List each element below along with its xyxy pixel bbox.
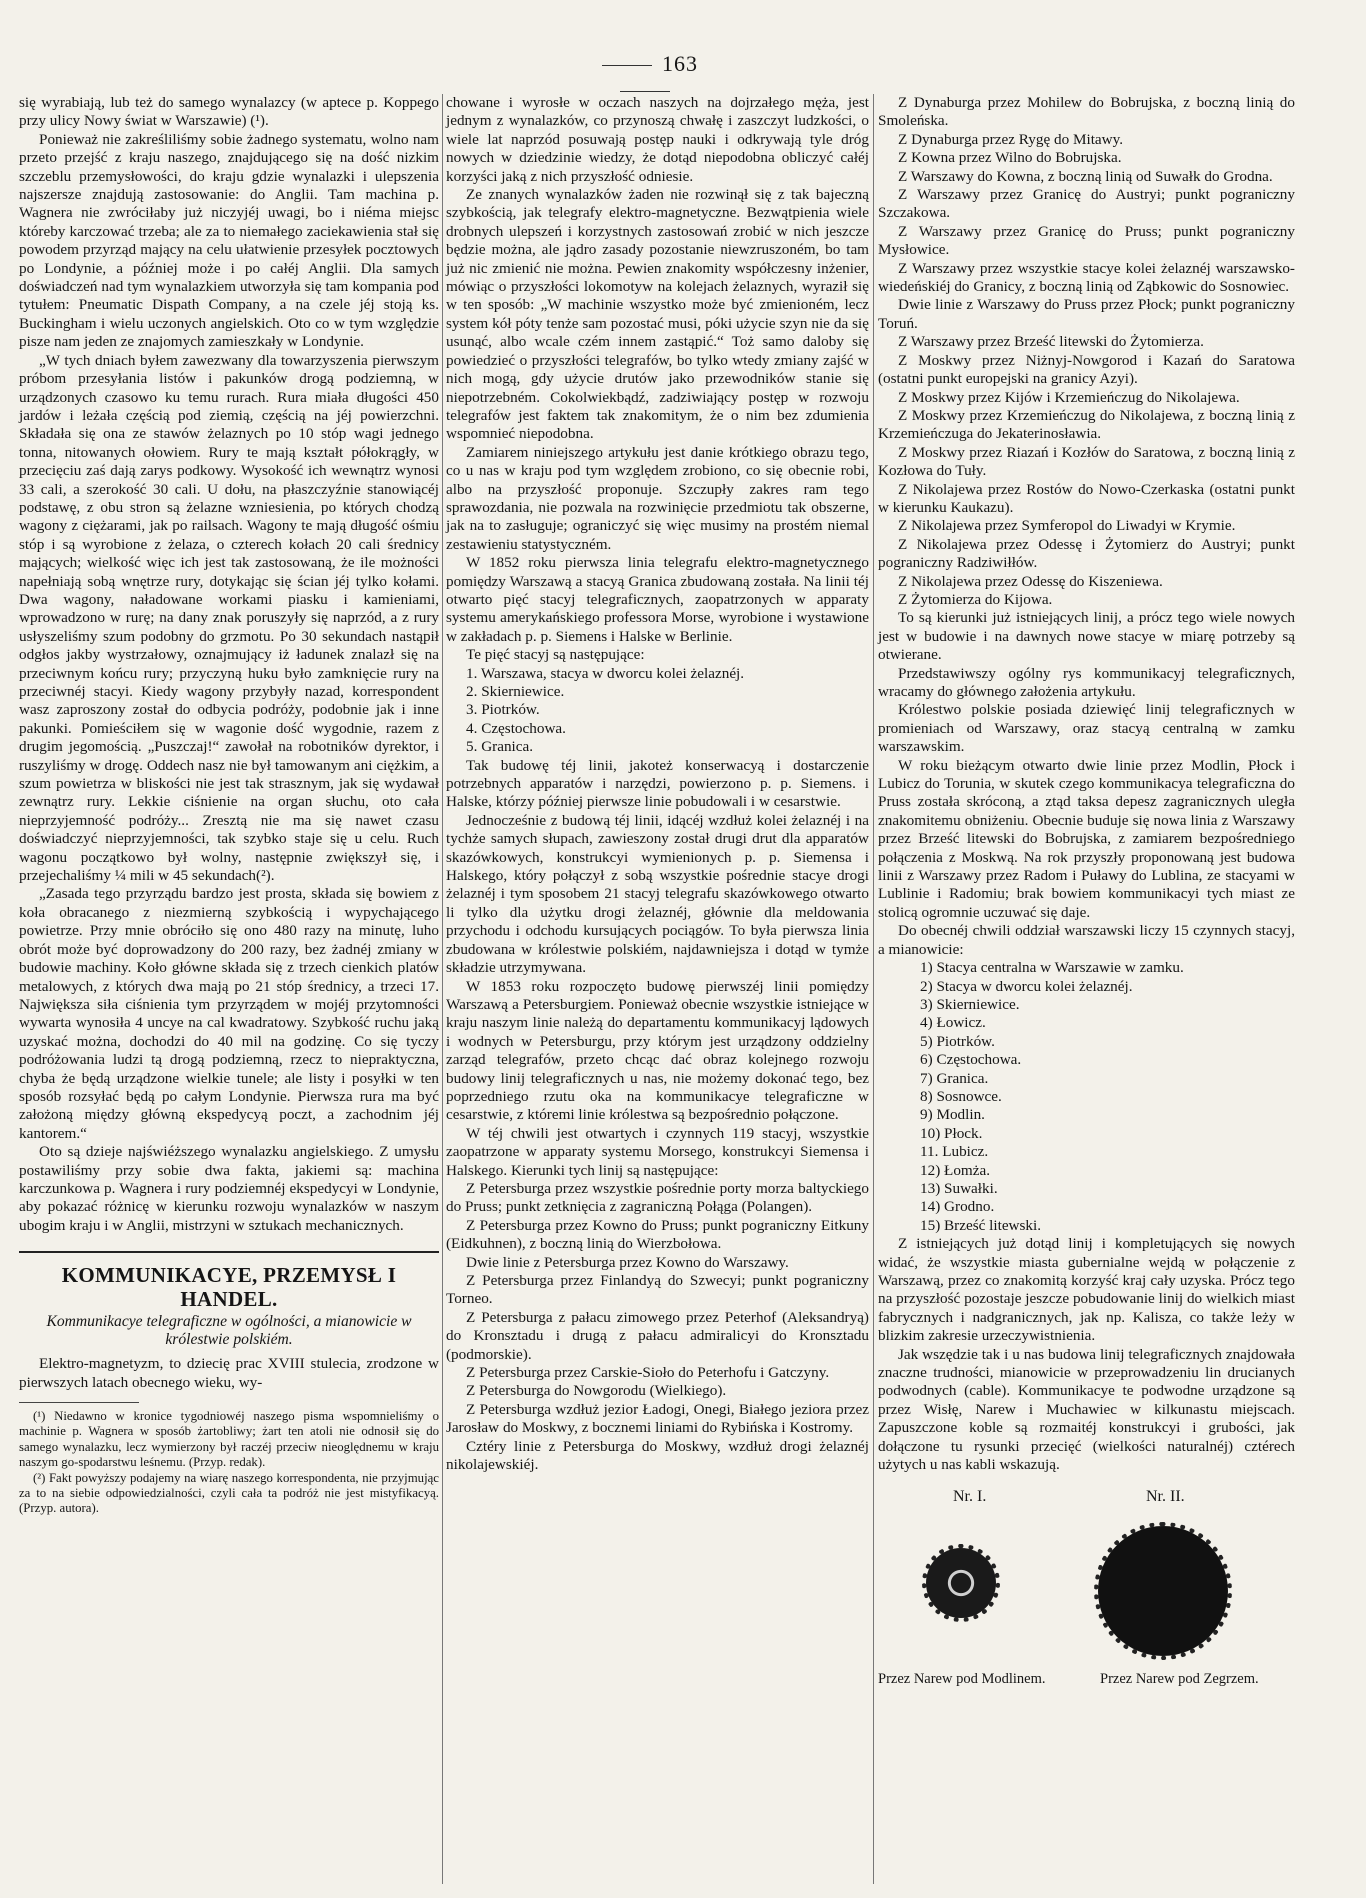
paragraph: Z Petersburga przez Kowno do Pruss; punkt pograniczny Eitkuny (Eidkuhnen), z boczną linią do Wierzbołowa. (446, 1216, 869, 1253)
list-item: 2) Stacya w dworcu kolei żelaznéj. (920, 977, 1133, 995)
footnote: (²) Fakt powyższy podajemy na wiarę naszego korrespondenta, nie przyjmując za to na siebie odpowiedzialności, czyli cała ta podróż nie jest mistyfikacyą. (Przyp. autora). (19, 1470, 439, 1516)
paragraph: Cztéry linie z Petersburga do Moskwy, wzdłuż drogi żelaznéj nikolajewskiéj. (446, 1437, 869, 1474)
column-divider-2 (873, 94, 874, 1884)
paragraph: Z Warszawy przez wszystkie stacye kolei żelaznéj warszawsko-wiedeńskiéj do Granicy, z boczną linią od Ząbkowic do Sosnowiec. (878, 259, 1295, 296)
figure-label-2: Nr. II. (1146, 1488, 1185, 1506)
list-item: 4. Częstochowa. (466, 719, 566, 737)
paragraph: W téj chwili jest otwartych i czynnych 119 stacyj, wszystkie zaopatrzone w apparaty systemu Morsego, konstrukcyi Siemensa i Halskego. Kierunki tych linij są następujące: (446, 1124, 869, 1179)
paragraph: Królestwo polskie posiada dziewięć linij telegraficznych w promieniach od Warszawy, oraz stacyą centralną w zamku warszawskim. (878, 701, 1295, 756)
paragraph: Z Warszawy do Kowna, z boczną linią od Suwałk do Grodna. (898, 167, 1273, 185)
cable-cross-section-2-image (1098, 1526, 1228, 1656)
paragraph: Z Warszawy przez Granicę do Pruss; punkt pograniczny Mysłowice. (878, 222, 1295, 259)
footnotes (19, 1409, 439, 1517)
paragraph: Z Warszawy przez Brześć litewski do Żytomierza. (898, 333, 1204, 351)
station-list (446, 665, 869, 757)
page-number: 163 (560, 51, 730, 103)
list-item: 3) Skierniewice. (920, 995, 1020, 1013)
paragraph: Przedstawiwszy ogólny rys kommunikacyj telegraficznych, wracamy do głównego założenia artykułu. (878, 664, 1295, 700)
list-item: 7) Granica. (920, 1069, 989, 1087)
paragraph: Jednocześnie z budową téj linii, idącéj wzdłuż kolei żelaznéj i na tychże samych słupach, zawieszony został drugi drut dla apparatów skazówkowych, konstrukcyi wymienionych p. p. Siemensa i Halskego, który połączył z sobą wszystkie pośrednie stacye drogi żelaznéj i tym sposobem 21 stacyj telegrafu skazówkowego otwarto li tylko dla użytku drogi żelaznéj, głównie dla meldowania przychodu i odchodu kursujących pociągów. To była pierwsza linia zbudowana w królestwie polskiém, najdawniejsza i dotąd w tymże składzie utrzymywana. (446, 811, 869, 977)
section-divider (19, 1251, 439, 1253)
paragraph: Z Dynaburga przez Rygę do Mitawy. (898, 130, 1124, 148)
paragraph: Oto są dzieje najświéższego wynalazku angielskiego. Z umysłu postawiliśmy przy sobie dwa fakta, jakiemi są: machina karczunkowa p. Wagnera i rury podziemnéj ekspedycyi w Londynie, aby pokazać różnicę w kierunku rozwoju wynalazków w naszym ubogim kraju i w Anglii, mistrzyni w sztukach mechanicznych. (19, 1143, 439, 1234)
paragraph: Z Nikolajewa przez Odessę i Żytomierz do Austryi; punkt pograniczny Radziwiłłów. (878, 535, 1295, 572)
paragraph: Dwie linie z Petersburga przez Kowno do Warszawy. (466, 1253, 789, 1271)
paragraph: Zamiarem niniejszego artykułu jest danie krótkiego obrazu tego, co u nas w kraju pod tym względem zrobiono, co się obecnie robi, albo na przyszłość proponuje. Szczupły zakres ram tego sprawozdania, nie pozwala na rozwinięcie przedmiotu tak obszerne, jak na to zasługuje; ograniczyć się więc musimy na prostém niemal zestawieniu statystyczném. (446, 443, 869, 553)
list-item: 13) Suwałki. (920, 1179, 998, 1197)
paragraph: Z Petersburga przez Finlandyą do Szwecyi; punkt pograniczny Torneo. (446, 1272, 869, 1308)
paragraph: Jak wszędzie tak i u nas budowa linij telegraficznych znajdowała znaczne trudności, mianowicie w przeprowadzeniu lin drucianych podwodnych (cable). Kommunikacye te podwodne urządzone są przez Wisłę, Narew i Muchawiec w kilkunastu miejscach. Zapuszczone koble są rozmaitéj konstrukcyi i grubości, jak dołączone tu rysunki przecięć (wielkości naturalnéj) cztérech użytych u nas kabli wskazują. (878, 1345, 1295, 1474)
paragraph: Z Dynaburga przez Mohilew do Bobrujska, z boczną linią do Smoleńska. (878, 94, 1295, 130)
paragraph: Do obecnéj chwili oddział warszawski liczy 15 czynnych stacyj, a mianowicie: (878, 922, 1295, 958)
paragraph: Z istniejących już dotąd linij i kompletujących się nowych widać, że wszystkie miasta gubernialne wejdą w połączenie z Warszawą, przez co znakomitą korzyść kraj cały uzyska. Prócz tego na przyszłość pozostaje jeszcze pobudowanie linij do wielkich miast fabrycznych i nadgranicznych, jak np. Kalisza, co także leży w blizkim zakresie urzeczywistnienia. (878, 1235, 1295, 1345)
paragraph: się wyrabiają, lub też do samego wynalazcy (w aptece p. Koppego przy ulicy Nowy świat w Warszawie) (¹). (19, 94, 439, 130)
paragraph: Z Moskwy przez Niżnyj-Nowgorod i Kazań do Saratowa (ostatni punkt europejski na granicy Azyi). (878, 351, 1295, 388)
paragraph: Z Nikolajewa przez Odessę do Kiszeniewa. (898, 572, 1163, 590)
list-item: 3. Piotrków. (466, 701, 540, 719)
list-item: 8) Sosnowce. (920, 1087, 1002, 1105)
paragraph: Elektro-magnetyzm, to dziecię prac XVIII stulecia, zrodzone w pierwszych latach obecnego wieku, wy- (19, 1355, 439, 1391)
column-divider-1 (442, 94, 443, 1884)
column-2 (446, 94, 869, 1474)
list-item: 11. Lubicz. (920, 1143, 989, 1161)
cable-figures (878, 1488, 1295, 1703)
paragraph: Z Nikolajewa przez Symferopol do Liwadyi w Krymie. (898, 517, 1236, 535)
list-item: 4) Łowicz. (920, 1014, 986, 1032)
paragraph: Z Petersburga do Nowgorodu (Wielkiego). (466, 1382, 727, 1400)
paragraph: „Zasada tego przyrządu bardzo jest prosta, składa się bowiem z koła obracanego z niezmierną szybkością i wypychającego powietrze. Przy mnie obróciło się ono 480 razy na minutę, luho obrót może być doprowadzony do 200 razy, bez żadnéj zmiany w budowie machiny. Koło główne składa się z trzech cienkich platów metalowych, z których dwa mają po 21 stóp średnicy, a trzeci 17. Największa siła ciśnienia tym przyrządem w mojéj przytomności wywarta wynosiła 4 uncye na cal kwadratowy. Szybkość ruchu jaką uzyskać można, dochodzi do 40 mil na godzinę. Co się tyczy podróżowania ludzi tą drogą podziemną, rzecz to niepraktyczna, chyba że będą urządzone wielkie tunele; ale listy i posyłki w ten sposób rozsyłać będą po całym Londynie. Pierwsza rura ma być założoną między główną ekspedycyą poczt, a zachodnim jéj kantorem.“ (19, 885, 439, 1142)
list-item: 10) Płock. (920, 1124, 983, 1142)
paragraph: Z Petersburga wzdłuż jezior Ładogi, Onegi, Białego jeziora przez Jarosław do Moskwy, z bocznemi liniami do Rybińska i Kostromy. (446, 1400, 869, 1437)
list-item: 5) Piotrków. (920, 1032, 995, 1050)
station-list (878, 959, 1295, 1235)
paragraph: Z Nikolajewa przez Rostów do Nowo-Czerkaska (ostatni punkt w kierunku Kaukazu). (878, 480, 1295, 516)
list-item: 2. Skierniewice. (466, 683, 565, 700)
paragraph: Z Petersburga przez Carskie-Sioło do Peterhofu i Gatczyny. (466, 1364, 830, 1382)
list-item: 1. Warszawa, stacya w dworcu kolei żelaznéj. (466, 664, 745, 682)
figure-label-1: Nr. I. (953, 1488, 987, 1506)
paragraph: Z Żytomierza do Kijowa. (898, 590, 1053, 608)
cable-cross-section-1-image (926, 1548, 996, 1618)
column-3 (878, 94, 1295, 1703)
paragraph: W 1853 roku rozpoczęto budowę pierwszéj linii pomiędzy Warszawą a Petersburgiem. Ponieważ obecnie wszystkie istniejące w kraju naszym linie należą do departamentu kommunikacyj lądowych i wodnych w Petersburgu, przy którym jest urządzony oddzielny zarząd telegrafów, przeto chcąc dać obraz kolejnego rozwoju budowy linij telegraficznych u nas, nie możemy dokonać tego, bez poprzedniego rzutu oka na kommunikacye telegraficzne w cesarstwie, z któremi linie królestwa są bezpośrednio połączone. (446, 977, 869, 1124)
paragraph: Z Moskwy przez Riazań i Kozłów do Saratowa, z boczną linią z Kozłowa do Tuły. (878, 443, 1295, 480)
paragraph: Z Petersburga z pałacu zimowego przez Peterhof (Aleksandryą) do Kronsztadu i drugą z pałacu admiralicyi do Kronsztadu (podmorskie). (446, 1308, 869, 1363)
paragraph: Z Petersburga przez wszystkie pośrednie porty morza baltyckiego do Pruss; punkt zetknięcia z zagraniczną Połąga (Polangen). (446, 1179, 869, 1216)
figure-caption-1: Przez Narew pod Modlinem. (878, 1671, 1046, 1688)
section-subtitle: Kommunikacye telegraficzne w ogólności, a mianowicie w królestwie polskiém. (46, 1313, 412, 1349)
footnote: (¹) Niedawno w kronice tygodniowéj naszego pisma wspomnieliśmy o machinie p. Wagnera w sposób żartobliwy; żart ten atoli nie odnosił się do samego wynalazku, lecz wymierzony był raczéj przeciw nieoględnemu w kraju naszym go-spodarstwu leśnemu. (Przyp. redak). (19, 1409, 439, 1470)
column-1 (19, 94, 439, 1517)
section-title: KOMMUNIKACYE, PRZEMYSŁ I HANDEL. (61, 1263, 397, 1312)
paragraph: „W tych dniach byłem zawezwany dla towarzyszenia pierwszym próbom przesyłania listów i pakunków drogą podziemną, w urządzonych czasowo ku temu rurach. Rura miała długości 450 jardów i leżała częścią pod ziemią, częścią na jéj powierzchni. Składała się ona ze stawów żelaznych po 10 stóp wagi jednego tonna, nitowanych ołowiem. Rury te mają kształt półokrągły, w przecięciu zaś dają zarys podkowy. Wysokość ich wewnątrz wynosi 33 cali, a szerokość 30 cali. U dołu, na płaszczyźnie stanowiącéj podstawę, z obu stron są żelazne wzniesienia, po których chodzą wagony z ciężarami, jak po railsach. Wagony te mają długość ośmiu stóp i są wyrobione z żelaza, o czterech kołach 20 cali średnicy mających; wielkość więc ich jest tak zastosowaną, że ile możności napełniają sobą wnętrze rury, dotykając się ścian jéj tylko kołami. Dwa wagony, naładowane workami piasku i kamieniami, wprowadzono w rurę; na dany znak poruszyły się naprzód, a z rury usłyszeliśmy szum podobny do grzmotu. Po 30 sekundach nastąpił odgłos jakby wystrzałowy, oznajmujący iż ładunek znalazł się na przeciwnym końcu rury; przyczyną huku było zamknięcie rury na przeciwnéj stacyi. Kiedy wagony przybyły nazad, korrespondent wasz zaproszony został do odbycia podróży, podobnie jak i inne pakunki. Pomieściłem się w wagonie dość wygodnie, razem z drugim jegomością. „Puszczaj!“ zawołał na robotników dyrektor, i ruszyliśmy w drogę. Oddech nasz nie był tamowanym ani ciężkim, a szum powietrza w bliskości nie jest tak strasznym, jak się wydawał zewnątrz rury. Lekkie ciśnienie na organ słuchu, oto cała nieprzyjemność podróży... Zresztą nie ma się nawet czasu doświadczyć nieprzyjemności, tak szybko staje się u celu. Ruch wagonu początkowo był wolny, następnie zwiększył się, i przejechaliśmy ¼ mili w 45 sekundach(²). (19, 351, 439, 885)
figure-caption-2: Przez Narew pod Zegrzem. (1100, 1671, 1259, 1688)
paragraph: W roku bieżącym otwarto dwie linie przez Modlin, Płock i Lubicz do Torunia, w skutek czego kommunikacya telegraficzna do Pruss została skróconą, a ztąd taksa depesz zagranicznych uległa znakomitemu obniżeniu. Obecnie buduje się nowa linia z Warszawy przez Brześć litewski do Bobrujska, z zamiarem bezpośredniego połączenia z Moskwą. Na rok przyszły proponowaną jest budowa linii z Warszawy przez Radom i Puławy do Lublina, ze stacyami w Lublinie i Radomiu; brak bowiem kommunikacyi tych miast ze stolicą ogromnie uczuwać się daje. (878, 756, 1295, 921)
paragraph: W 1852 roku pierwsza linia telegrafu elektro-magnetycznego pomiędzy Warszawą a stacyą Granica zbudowaną została. Na linii téj otwarto pięć stacyj telegraficznych, zaopatrzonych w apparaty systemu amerykańskiego professora Morse, wyrobione i wystawione w zakładach p. p. Siemens i Halske w Berlinie. (446, 554, 869, 645)
paragraph: Ze znanych wynalazków żaden nie rozwinął się z tak bajeczną szybkością, jak telegrafy elektro-magnetyczne. Bezwątpienia wiele drobnych ulepszeń i korzystnych zastosowań zrobić w nich jeszcze będzie można, ale jądro zasady pozostanie niewzruszoném, bo tam już nic zmienić nie można. Pewien znakomity współczesny inżenier, mówiąc o przyszłości lokomotyw na kolejach żelaznych, wyraził się w ten sposób: „W machinie wszystko może być zmienioném, lecz system kół póty tenże sam pozostać musi, póki użycie szyn nie da się usunąć, albo wcale czém innem zastąpić.“ Toż samo daloby się powiedzieć o przyszłości telegrafów, bo tylko wtedy zmiany zajść w nich mogą, gdy użycie drutów jako przewodników stanie się niepotrzebném. Cokolwiekbądź, zadziwiający postęp w rozwoju telegrafów jest faktem tak znakomitym, że o nim bez zdumienia wspomnieć niepodobna. (446, 186, 869, 443)
paragraph: To są kierunki już istniejących linij, a prócz tego wiele nowych jest w budowie i na dawnych nowe stacye w miarę potrzeby są otwierane. (878, 609, 1295, 664)
paragraph: Z Moskwy przez Kijów i Krzemieńczug do Nikolajewa. (898, 388, 1240, 406)
paragraph: Z Kowna przez Wilno do Bobrujska. (898, 149, 1122, 167)
paragraph: Z Warszawy przez Granicę do Austryi; punkt pograniczny Szczakowa. (878, 186, 1295, 222)
paragraph: Ponieważ nie zakreśliliśmy sobie żadnego systematu, wolno nam przeto przejść z kraju naszego, znajdującego się na dość nizkim szczeblu przemysłowości, do kraju gdzie wynalazki i ulepszenia najszersze znajdują zastosowanie: do Anglii. Tam machina p. Wagnera nie zwróciłaby już niczyjéj uwagi, bo i niéma miejsc któreby karczować trzeba; ale za to niemałego zaciekawienia stał się powodem przyrząd mający na celu ułatwienie przesyłek pocztowych po Londynie, a później może i po całéj Anglii. Dla samych doświadczeń nad tym wynalazkiem utworzyła się tam kompania pod tytułem: Pneumatic Dispath Company, a na czele jéj stoją ks. Buckingham i wielu uczonych angielskich. Oto co w tym względzie pisze nam jeden ze znajomych zamieszkały w Londynie. (19, 130, 439, 351)
list-item: 6) Częstochowa. (920, 1051, 1022, 1069)
list-item: 9) Modlin. (920, 1106, 985, 1124)
paragraph: chowane i wyrosłe w oczach naszych na dojrzałego męża, jest jednym z wynalazków, co przynoszą chwałę i zaszczyt ludzkości, o wiele lat naprzód posuwają postęp nauki i odkrywają tyle dróg nowych w dziedzinie wiedzy, że dotąd niepodobna obliczyć całéj korzyści jaką z nich przyszłość odniesie. (446, 94, 869, 185)
list-item: 5. Granica. (466, 738, 534, 756)
paragraph: Te pięć stacyj są następujące: (466, 646, 645, 664)
list-item: 15) Brześć litewski. (920, 1216, 1042, 1234)
paragraph: Z Moskwy przez Krzemieńczug do Nikolajewa, z boczną linią z Krzemieńczuga do Jekaterinosławia. (878, 406, 1295, 443)
footnote-rule (19, 1402, 139, 1403)
list-item: 12) Łomża. (920, 1161, 991, 1179)
paragraph: Tak budowę téj linii, jakoteż konserwacyą i dostarczenie potrzebnych apparatów i narzędzi, powierzono p. p. Siemens. i Halske, którzy później pierwsze linie pobudowali i w cesarstwie. (446, 756, 869, 811)
list-item: 14) Grodno. (920, 1198, 995, 1216)
paragraph: Dwie linie z Warszawy do Pruss przez Płock; punkt pograniczny Toruń. (878, 296, 1295, 332)
list-item: 1) Stacya centralna w Warszawie w zamku. (920, 959, 1184, 977)
